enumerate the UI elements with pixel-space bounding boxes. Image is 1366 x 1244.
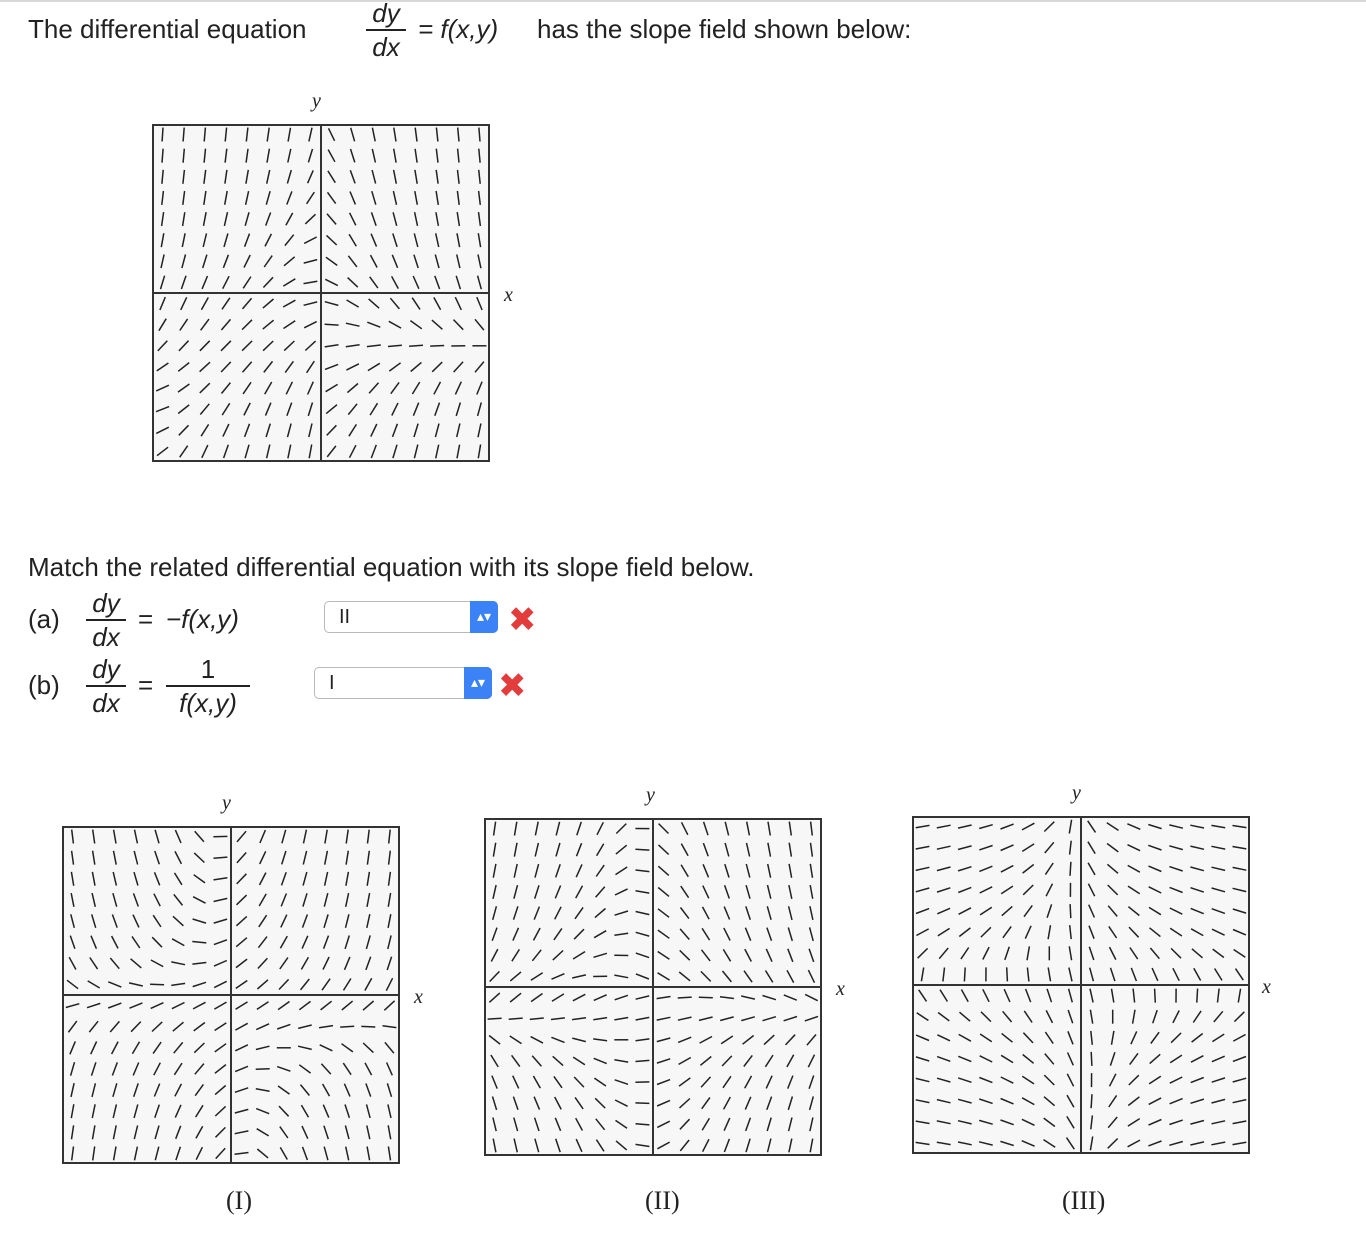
intro-prefix: The differential equation	[28, 14, 307, 44]
part-b-dx: dx	[92, 688, 120, 718]
slope-segment	[150, 984, 164, 985]
part-b-dy: dy	[92, 654, 120, 684]
part-a-label: (a)	[28, 604, 60, 634]
intro-dx: dx	[372, 32, 400, 62]
part-b-selected: I	[329, 672, 335, 694]
slope-segment	[964, 967, 965, 981]
slope-segment	[1070, 904, 1071, 918]
slope-segment	[162, 128, 163, 142]
fraction-bar	[366, 29, 406, 31]
part-b-lhs	[86, 656, 126, 716]
match-prompt: Match the related differential equation with its slope field below.	[28, 552, 755, 582]
part-b-rhs	[166, 656, 250, 716]
slope-segment	[409, 345, 423, 346]
slope-segment	[340, 1026, 354, 1027]
slope-segment	[699, 997, 713, 998]
field-1-y-axis-label: y	[222, 792, 231, 814]
part-a-dx: dx	[92, 622, 120, 652]
intro-fraction	[366, 0, 406, 60]
part-a-dy: dy	[92, 588, 120, 618]
field-2-y-axis-label: y	[646, 784, 655, 806]
part-b-dropdown[interactable]	[314, 667, 492, 699]
slope-segment	[361, 1026, 375, 1027]
chevron-updown-icon[interactable]: ▴▾	[470, 601, 498, 633]
slope-segment	[1197, 989, 1198, 1003]
caption-i: (I)	[226, 1186, 252, 1215]
close-icon: ✖	[498, 667, 527, 705]
slope-segment	[678, 997, 692, 998]
slope-segment	[1070, 862, 1071, 876]
intro-dy: dy	[372, 0, 400, 28]
part-a-equals: =	[138, 604, 154, 634]
part-b-label: (b)	[28, 670, 60, 700]
slope-segment	[1091, 1052, 1092, 1066]
slope-segment	[1155, 989, 1156, 1003]
slope-segment	[1091, 1094, 1092, 1108]
chevron-updown-icon[interactable]: ▴▾	[464, 667, 492, 699]
slope-segment	[635, 1103, 649, 1104]
intro-suffix: has the slope field shown below:	[537, 14, 912, 44]
part-a-selected: II	[339, 606, 351, 628]
main-y-axis-label: y	[312, 90, 321, 112]
slope-segment	[430, 346, 444, 347]
part-b-equals: =	[138, 670, 154, 700]
slope-field-i	[62, 826, 400, 1164]
field-3-y-axis-label: y	[1072, 782, 1081, 804]
part-a-lhs	[86, 590, 126, 650]
slope-segment	[325, 324, 339, 325]
slope-segment	[1007, 967, 1008, 981]
fraction-bar	[166, 685, 250, 687]
caption-ii: (II)	[645, 1186, 680, 1215]
slope-segment	[488, 1018, 502, 1019]
fraction-bar	[86, 619, 126, 621]
slope-field-iii	[912, 816, 1250, 1154]
intro-rhs: = f(x,y)	[418, 14, 499, 44]
slope-field-ii	[484, 818, 822, 1156]
close-icon: ✖	[508, 601, 537, 639]
part-a-dropdown[interactable]	[324, 601, 498, 633]
fraction-bar	[86, 685, 126, 687]
part-a-rhs: −f(x,y)	[166, 604, 239, 634]
field-1-x-axis-label: x	[414, 986, 423, 1008]
main-x-axis-label: x	[504, 284, 513, 306]
main-slope-field	[152, 124, 490, 462]
field-3-x-axis-label: x	[1262, 976, 1271, 998]
caption-iii: (III)	[1062, 1186, 1106, 1215]
slope-segment	[256, 1069, 270, 1070]
top-divider	[0, 0, 1366, 2]
part-b-one: 1	[200, 654, 216, 684]
slope-segment	[635, 849, 649, 850]
field-2-x-axis-label: x	[836, 978, 845, 1000]
part-b-fxy: f(x,y)	[179, 688, 237, 718]
